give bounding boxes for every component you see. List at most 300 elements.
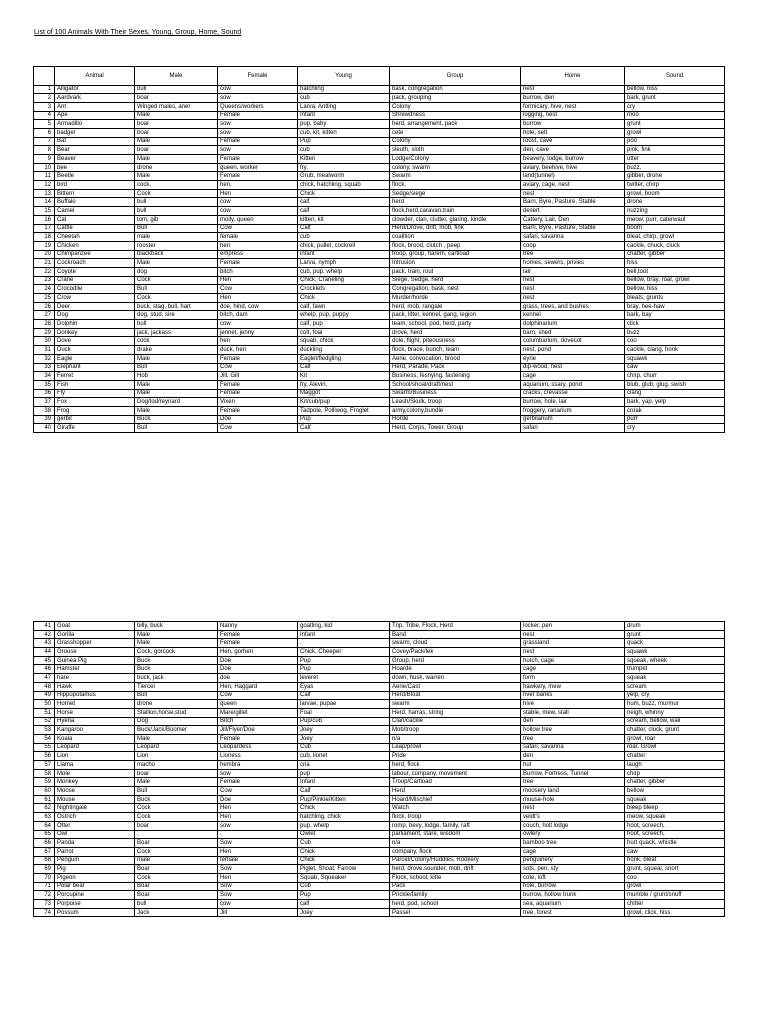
row-number: 48 — [34, 682, 55, 691]
female-cell: molly, queen — [218, 215, 298, 224]
animal-cell: Ant — [55, 102, 135, 111]
row-number: 8 — [34, 146, 55, 155]
row-number: 66 — [34, 839, 55, 848]
young-cell: Cub — [298, 882, 390, 891]
table-row — [34, 346, 725, 355]
female-cell: Female — [218, 137, 298, 146]
male-cell: Bull — [135, 224, 218, 233]
table-row — [34, 215, 725, 224]
animal-cell: Polar bear — [55, 882, 135, 891]
sound-cell: coo — [625, 873, 725, 882]
young-cell: cub — [298, 146, 390, 155]
table-row — [34, 389, 725, 398]
male-cell: macho — [135, 761, 218, 770]
table-row — [34, 267, 725, 276]
home-cell: roost, cave — [521, 137, 625, 146]
group-cell: Trip, Tribe, Flock, Herd — [390, 622, 521, 631]
animal-cell: hare — [55, 674, 135, 683]
sound-cell: cackle, chuck, cluck — [625, 241, 725, 250]
table-row — [34, 372, 725, 381]
table-row — [34, 259, 725, 268]
table-row — [34, 120, 725, 129]
male-cell: Stallion,horse,stud — [135, 708, 218, 717]
female-cell: sow — [218, 120, 298, 129]
animal-cell: Otter — [55, 821, 135, 830]
row-number: 16 — [34, 215, 55, 224]
table-row — [34, 865, 725, 874]
female-cell: Female — [218, 778, 298, 787]
sound-cell: growl — [625, 882, 725, 891]
sound-cell: chirp — [625, 769, 725, 778]
female-cell: Doe — [218, 665, 298, 674]
home-cell: den — [521, 717, 625, 726]
row-number: 6 — [34, 128, 55, 137]
home-cell: nest — [521, 294, 625, 303]
male-cell: boar — [135, 769, 218, 778]
young-cell: Squab, Squeaker — [298, 873, 390, 882]
male-cell: Male — [135, 406, 218, 415]
animal-cell: Grouse — [55, 648, 135, 657]
table-row — [34, 630, 725, 639]
animal-cell: Bittern — [55, 189, 135, 198]
sound-cell: hurt quack, whistle — [625, 839, 725, 848]
sound-cell: squeak — [625, 674, 725, 683]
table-row — [34, 639, 725, 648]
row-number: 56 — [34, 752, 55, 761]
row-number: 36 — [34, 389, 55, 398]
row-number: 41 — [34, 622, 55, 631]
group-cell: herd, flock — [390, 761, 521, 770]
young-cell: Tadpole, Polliwog, Froglet — [298, 406, 390, 415]
home-cell: cage — [521, 847, 625, 856]
animal-cell: Possum — [55, 908, 135, 917]
young-cell: infant — [298, 250, 390, 259]
animal-cell: Hornet — [55, 700, 135, 709]
row-number: 21 — [34, 259, 55, 268]
female-cell: cow — [218, 320, 298, 329]
female-cell: duck, hen — [218, 346, 298, 355]
young-cell: calf, fawn — [298, 302, 390, 311]
young-cell: fry, Alevin, — [298, 380, 390, 389]
header-group: Group — [390, 67, 521, 86]
table-row — [34, 691, 725, 700]
group-cell: Parcel/Colony/Huddles, Rookery — [390, 856, 521, 865]
group-cell: Watch — [390, 804, 521, 813]
animal-cell: Bear — [55, 146, 135, 155]
group-cell: Clan/cackle — [390, 717, 521, 726]
group-cell: down, husk, warren — [390, 674, 521, 683]
male-cell: tom, gib — [135, 215, 218, 224]
male-cell: bull — [135, 85, 218, 94]
sound-cell: bray, hee-haw — [625, 302, 725, 311]
sound-cell: caw — [625, 847, 725, 856]
group-cell: colony, swarm — [390, 163, 521, 172]
animal-cell: Gorilla — [55, 630, 135, 639]
group-cell: Murder/horde — [390, 294, 521, 303]
home-cell: safari, savanna — [521, 233, 625, 242]
sound-cell: buzz, — [625, 163, 725, 172]
animal-cell: Alligator — [55, 85, 135, 94]
row-number: 58 — [34, 769, 55, 778]
table-row — [34, 424, 725, 433]
animal-cell: Cheetah — [55, 233, 135, 242]
male-cell: Male — [135, 380, 218, 389]
young-cell: Piglet, Shoat, Farrow — [298, 865, 390, 874]
young-cell: calf, pup — [298, 320, 390, 329]
male-cell: dog, stud, sire — [135, 311, 218, 320]
female-cell: Doe — [218, 656, 298, 665]
sound-cell: growl, click, hiss — [625, 908, 725, 917]
male-cell: Cock — [135, 873, 218, 882]
sound-cell: chirp, churr — [625, 372, 725, 381]
group-cell: Mob/troop — [390, 726, 521, 735]
group-cell: flock, troop — [390, 813, 521, 822]
table-row — [34, 155, 725, 164]
animals-table-part-1 — [33, 66, 725, 433]
animal-cell: Ape — [55, 111, 135, 120]
male-cell: drone — [135, 163, 218, 172]
group-cell: troop, group, harem, cartload — [390, 250, 521, 259]
group-cell: Covey/Pack/lek — [390, 648, 521, 657]
table-row — [34, 320, 725, 329]
sound-cell: purr — [625, 415, 725, 424]
group-cell: coalition — [390, 233, 521, 242]
group-cell: pack, litter, kennel, gang, legion — [390, 311, 521, 320]
home-cell: moosery land — [521, 787, 625, 796]
sound-cell: chatter, gibber — [625, 250, 725, 259]
animal-cell: gerbil — [55, 415, 135, 424]
male-cell: Hob — [135, 372, 218, 381]
female-cell: jennet, jenny — [218, 328, 298, 337]
header-home: Home — [521, 67, 625, 86]
group-cell: Passel — [390, 908, 521, 917]
home-cell: nest — [521, 804, 625, 813]
home-cell: burrow, hollow trunk — [521, 891, 625, 900]
group-cell: Pack — [390, 882, 521, 891]
home-cell: den — [521, 752, 625, 761]
row-number: 65 — [34, 830, 55, 839]
sound-cell: squawk — [625, 648, 725, 657]
group-cell: n/a — [390, 839, 521, 848]
animal-cell: Parrot — [55, 847, 135, 856]
sound-cell: bellow, hiss — [625, 285, 725, 294]
young-cell: calf — [298, 207, 390, 216]
young-cell: Larva, Antling — [298, 102, 390, 111]
row-number: 54 — [34, 734, 55, 743]
table-row — [34, 311, 725, 320]
male-cell: bull — [135, 900, 218, 909]
row-number: 34 — [34, 372, 55, 381]
home-cell: gerbilarium — [521, 415, 625, 424]
table-row — [34, 172, 725, 181]
young-cell: leveret — [298, 674, 390, 683]
table-row — [34, 189, 725, 198]
group-cell: Swarm — [390, 172, 521, 181]
home-cell: Barn, Byre, Pasture, Stable — [521, 198, 625, 207]
animal-cell: Cattle — [55, 224, 135, 233]
male-cell: Male — [135, 639, 218, 648]
header-sound: Sound — [625, 67, 725, 86]
female-cell: hen — [218, 241, 298, 250]
home-cell: nest — [521, 285, 625, 294]
row-number: 51 — [34, 708, 55, 717]
animal-cell: Dolphin — [55, 320, 135, 329]
male-cell: Male — [135, 389, 218, 398]
female-cell: Jill/Flyer/Doe — [218, 726, 298, 735]
group-cell: herd, pod, school — [390, 900, 521, 909]
young-cell: Grub, mealworm — [298, 172, 390, 181]
sound-cell: squeak — [625, 795, 725, 804]
row-number: 53 — [34, 726, 55, 735]
home-cell: burrow — [521, 120, 625, 129]
animal-cell: Ferret — [55, 372, 135, 381]
sound-cell: pink, fink — [625, 146, 725, 155]
young-cell: Foal — [298, 708, 390, 717]
male-cell: Male — [135, 172, 218, 181]
group-cell: Swarm/Business — [390, 389, 521, 398]
sound-cell: poo — [625, 137, 725, 146]
home-cell: locker, pen — [521, 622, 625, 631]
group-cell: Lodge/Colony — [390, 155, 521, 164]
animal-cell: Moose — [55, 787, 135, 796]
male-cell: bull — [135, 207, 218, 216]
group-cell: flock,herd,caravan,train — [390, 207, 521, 216]
young-cell: Calf — [298, 224, 390, 233]
sound-cell: caw — [625, 363, 725, 372]
female-cell: Female — [218, 406, 298, 415]
sound-cell: drone — [625, 198, 725, 207]
row-number: 74 — [34, 908, 55, 917]
sound-cell: twitter, chirp — [625, 181, 725, 190]
row-number: 29 — [34, 328, 55, 337]
sound-cell: hoot, screech, — [625, 830, 725, 839]
table-row — [34, 85, 725, 94]
row-number: 62 — [34, 804, 55, 813]
female-cell: bitch — [218, 267, 298, 276]
group-cell: Pride — [390, 752, 521, 761]
animal-cell: Fox — [55, 398, 135, 407]
table-row — [34, 882, 725, 891]
female-cell: Female — [218, 380, 298, 389]
young-cell: Chick, Cheeper — [298, 648, 390, 657]
young-cell: Calf — [298, 691, 390, 700]
male-cell: cock — [135, 337, 218, 346]
female-cell: Cow — [218, 363, 298, 372]
male-cell: Cock — [135, 813, 218, 822]
sound-cell: nuzzing — [625, 207, 725, 216]
female-cell: Hen — [218, 189, 298, 198]
young-cell: hatchling, chick — [298, 813, 390, 822]
home-cell: safari — [521, 424, 625, 433]
home-cell: beavery, lodge, burrow — [521, 155, 625, 164]
document-title: List of 100 Animals With Their Sexes, Young, Group, Home, Sound — [34, 29, 242, 36]
male-cell: bull — [135, 320, 218, 329]
animal-cell: Aardvark — [55, 94, 135, 103]
group-cell: pack, train, rout — [390, 267, 521, 276]
animal-cell: Coyote — [55, 267, 135, 276]
home-cell: burrow, den — [521, 94, 625, 103]
animal-cell: Porcupine — [55, 891, 135, 900]
female-cell: Nanny — [218, 622, 298, 631]
animal-cell: Cockroach — [55, 259, 135, 268]
home-cell: couch, holt lodge — [521, 821, 625, 830]
sound-cell: bark, yap, yelp — [625, 398, 725, 407]
animal-cell: Bat — [55, 137, 135, 146]
male-cell: Cock — [135, 847, 218, 856]
home-cell: cote, loft — [521, 873, 625, 882]
young-cell: Pup — [298, 665, 390, 674]
table-row — [34, 734, 725, 743]
table-row — [34, 648, 725, 657]
sound-cell: grunt, squeal, snort — [625, 865, 725, 874]
animal-cell: Horse — [55, 708, 135, 717]
animal-cell: Goat — [55, 622, 135, 631]
young-cell: Joey — [298, 908, 390, 917]
row-number: 35 — [34, 380, 55, 389]
row-number: 37 — [34, 398, 55, 407]
group-cell: bask, congregation — [390, 85, 521, 94]
home-cell: form — [521, 674, 625, 683]
group-cell: team, school, pod, herd, party — [390, 320, 521, 329]
young-cell: calf — [298, 900, 390, 909]
animal-cell: Donkey — [55, 328, 135, 337]
animal-cell: Porpoise — [55, 900, 135, 909]
young-cell: whelp, pup, puppy — [298, 311, 390, 320]
row-number: 61 — [34, 795, 55, 804]
home-cell: barn, shed — [521, 328, 625, 337]
home-cell: Barn, Byre, Pasture, Stable — [521, 224, 625, 233]
row-number: 22 — [34, 267, 55, 276]
female-cell: Queens/workers — [218, 102, 298, 111]
young-cell: . — [298, 639, 390, 648]
sound-cell: hoot, screech, — [625, 821, 725, 830]
sound-cell: drum — [625, 622, 725, 631]
sound-cell: yelp, cry — [625, 691, 725, 700]
group-cell: Colony — [390, 137, 521, 146]
group-cell: flock, — [390, 181, 521, 190]
sound-cell: cry — [625, 102, 725, 111]
young-cell: pup, baby — [298, 120, 390, 129]
sound-cell: quack — [625, 639, 725, 648]
sound-cell: bellow, bray, roar, growl — [625, 276, 725, 285]
header-male: Male — [135, 67, 218, 86]
table-row — [34, 665, 725, 674]
table-row — [34, 363, 725, 372]
sound-cell: growl, boom — [625, 189, 725, 198]
male-cell: Buck — [135, 795, 218, 804]
male-cell: Cock — [135, 804, 218, 813]
animal-cell: Camel — [55, 207, 135, 216]
home-cell: logging, nest — [521, 111, 625, 120]
female-cell: Lioness — [218, 752, 298, 761]
male-cell: drone — [135, 700, 218, 709]
row-number: 71 — [34, 882, 55, 891]
sound-cell: chatter — [625, 752, 725, 761]
table-body-part-2 — [34, 622, 725, 917]
group-cell: Herd, harras, string — [390, 708, 521, 717]
animal-cell: Leopard — [55, 743, 135, 752]
table-row — [34, 181, 725, 190]
home-cell: formicary, hive, nest — [521, 102, 625, 111]
young-cell: Owlet — [298, 830, 390, 839]
young-cell: cub, pup, whelp — [298, 267, 390, 276]
young-cell: Joey — [298, 734, 390, 743]
female-cell: Hen — [218, 804, 298, 813]
female-cell: empress — [218, 250, 298, 259]
young-cell: larvae, pupae — [298, 700, 390, 709]
row-number: 12 — [34, 181, 55, 190]
female-cell: hen — [218, 337, 298, 346]
group-cell: Herd/Bloat — [390, 691, 521, 700]
home-cell: hawkery, mew — [521, 682, 625, 691]
animal-cell: Guinea Pig — [55, 656, 135, 665]
table-row — [34, 656, 725, 665]
group-cell: drove, herd — [390, 328, 521, 337]
header-young: Young — [298, 67, 390, 86]
animals-table-part-2 — [33, 621, 725, 917]
home-cell: safari, savanna — [521, 743, 625, 752]
male-cell: jack, jackass — [135, 328, 218, 337]
male-cell: Bull — [135, 424, 218, 433]
sound-cell: hiss — [625, 259, 725, 268]
male-cell: blackback — [135, 250, 218, 259]
table-row — [34, 137, 725, 146]
row-number: 14 — [34, 198, 55, 207]
animal-cell: Mole — [55, 769, 135, 778]
table-row — [34, 302, 725, 311]
young-cell: Larva, nymph — [298, 259, 390, 268]
group-cell: Hoard/Mischief — [390, 795, 521, 804]
home-cell: Cattery, Lair, Den — [521, 215, 625, 224]
young-cell: Cub — [298, 743, 390, 752]
row-number: 11 — [34, 172, 55, 181]
animal-cell: Dog — [55, 311, 135, 320]
young-cell: Joey — [298, 726, 390, 735]
home-cell: bamboo tree — [521, 839, 625, 848]
male-cell: male — [135, 856, 218, 865]
home-cell: tree — [521, 250, 625, 259]
sound-cell: cry — [625, 424, 725, 433]
group-cell: Shrewdness — [390, 111, 521, 120]
female-cell: sow — [218, 146, 298, 155]
table-row — [34, 276, 725, 285]
young-cell: Eaglet/fledgling — [298, 354, 390, 363]
row-number: 1 — [34, 85, 55, 94]
young-cell: cub — [298, 233, 390, 242]
sound-cell: bellow, hiss — [625, 85, 725, 94]
row-number: 52 — [34, 717, 55, 726]
young-cell: Chick — [298, 189, 390, 198]
young-cell: Cub — [298, 839, 390, 848]
row-number: 25 — [34, 294, 55, 303]
row-number: 27 — [34, 311, 55, 320]
animal-cell: badger — [55, 128, 135, 137]
female-cell: Female — [218, 259, 298, 268]
home-cell: nest — [521, 85, 625, 94]
young-cell: Kit — [298, 372, 390, 381]
male-cell: Bull — [135, 363, 218, 372]
home-cell: cracks, crevasse — [521, 389, 625, 398]
home-cell: veldt's — [521, 813, 625, 822]
group-cell: herd, mob, rangale — [390, 302, 521, 311]
animal-cell: Ostrich — [55, 813, 135, 822]
home-cell: nest, pond — [521, 346, 625, 355]
home-cell: hut — [521, 761, 625, 770]
male-cell: male — [135, 233, 218, 242]
row-number: 72 — [34, 891, 55, 900]
young-cell: Pup — [298, 137, 390, 146]
sound-cell: growl, roar — [625, 734, 725, 743]
